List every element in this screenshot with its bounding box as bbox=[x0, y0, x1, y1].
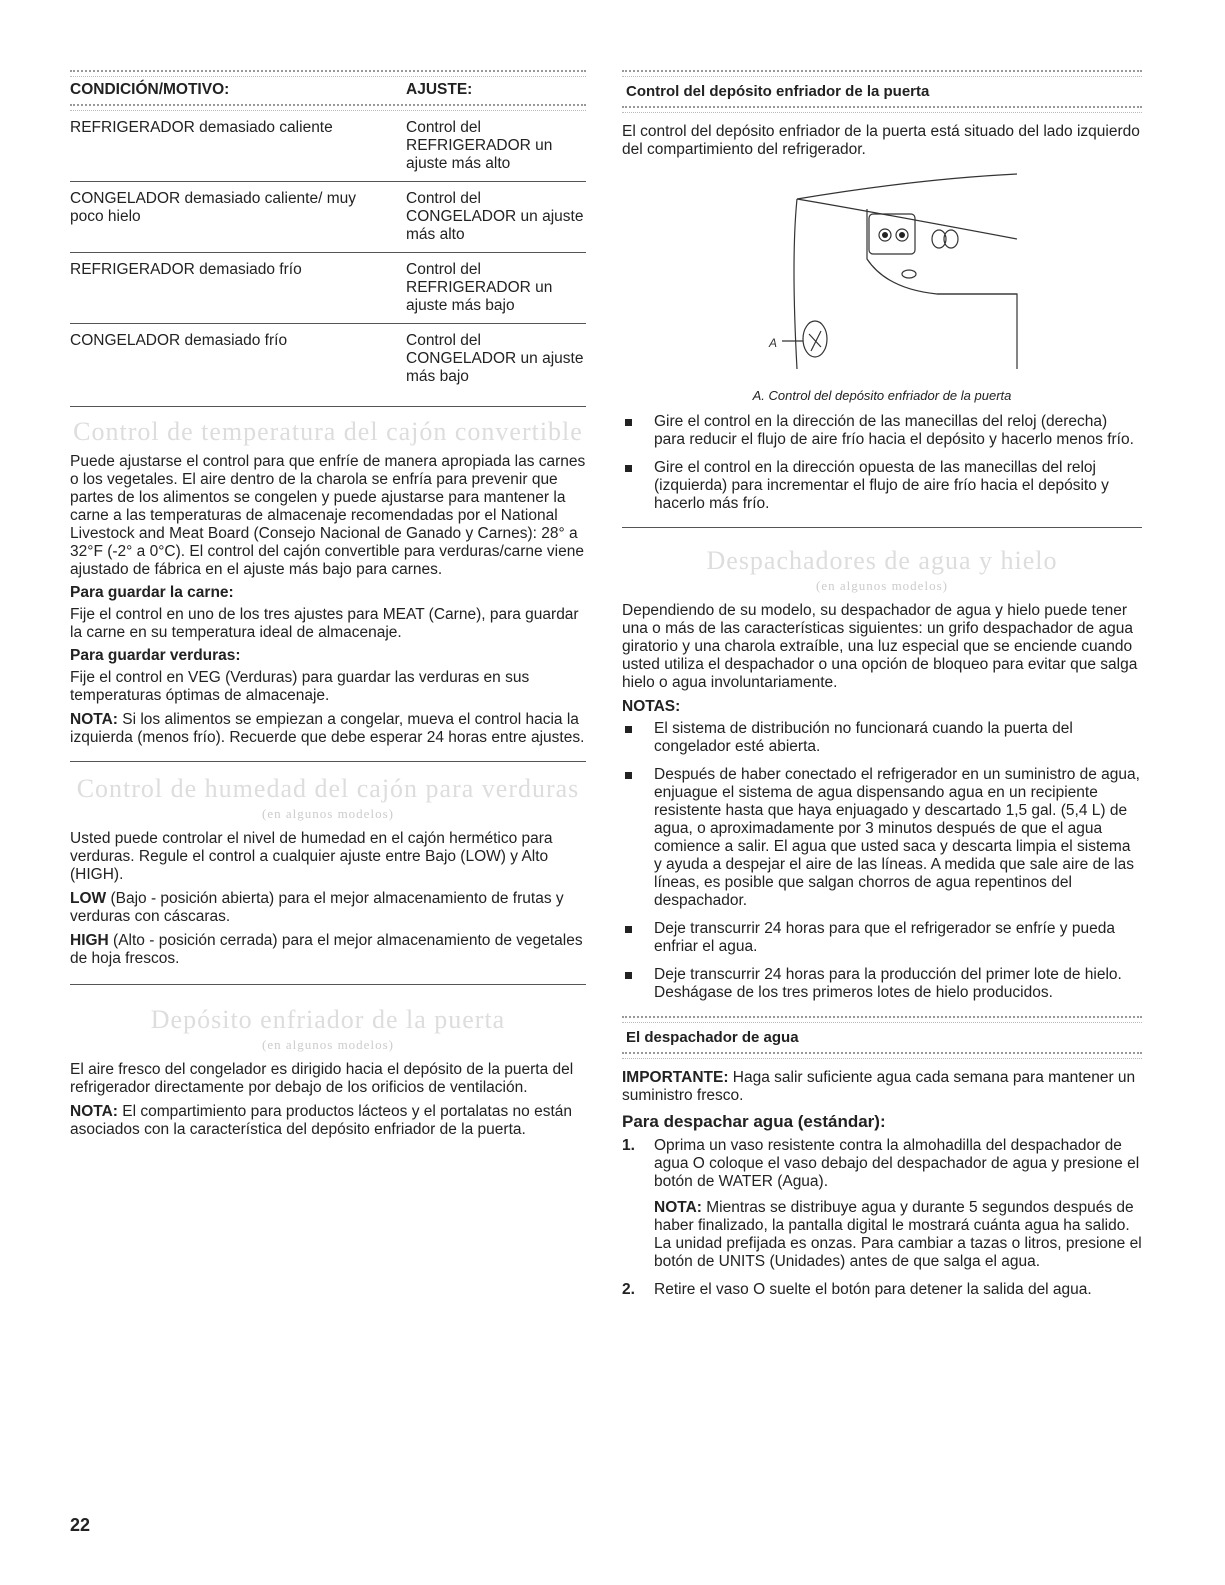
door-bin-section bbox=[70, 984, 586, 1139]
list-item bbox=[622, 766, 1142, 910]
dotted-rule bbox=[70, 104, 586, 111]
list-item bbox=[622, 459, 1142, 513]
water-heading: El despachador de agua bbox=[626, 1029, 799, 1046]
section-subtitle: (en algunos modelos) bbox=[262, 1037, 394, 1052]
left-column bbox=[70, 70, 586, 1139]
bullet-text: Después de haber conectado el refrigerador en un suministro de agua, enjuague el sistema de agua dispensando agua en un recipiente resistente hasta que haya enjuagado y descartado 1,5 gal. (5,4 L) de agua, o aproximadamente por 3 minutos después de que el agua comience a salir. El agua que usted saca y descarta limpia el sistema y ayuda a despejar el aire de las líneas. A medida que sale aire de las líneas, es posible que salgan chorros de agua repentinos del despachador. bbox=[654, 766, 1140, 909]
dotted-rule bbox=[622, 1052, 1142, 1059]
section-title: Despachadores de agua y hielo bbox=[706, 546, 1058, 575]
note bbox=[70, 711, 586, 747]
note bbox=[70, 1103, 586, 1139]
notes-heading: NOTAS: bbox=[622, 698, 681, 715]
list-item bbox=[622, 720, 1142, 756]
step-item bbox=[622, 1137, 1142, 1271]
water-section bbox=[622, 1016, 1142, 1299]
section-subtitle: (en algunos modelos) bbox=[816, 578, 948, 593]
header-condition: CONDICIÓN/MOTIVO: bbox=[70, 81, 230, 98]
door-control-figure bbox=[622, 169, 1142, 384]
table-row bbox=[70, 182, 586, 253]
step-item bbox=[622, 1281, 1142, 1299]
bullet-text: Gire el control en la dirección de las manecillas del reloj (derecha) para reducir el flujo de aire frío hacia el depósito y hacerlo menos frío. bbox=[654, 413, 1134, 448]
note-label: NOTA: bbox=[70, 711, 118, 728]
list-item bbox=[622, 966, 1142, 1002]
row-adjust: Control del REFRIGERADOR un ajuste más alto bbox=[406, 119, 553, 172]
table-row bbox=[70, 111, 586, 182]
step-text: Oprima un vaso resistente contra la almohadilla del despachador de agua O coloque el vaso debajo del despachador de agua y presione el botón de WATER (Agua). bbox=[654, 1137, 1140, 1190]
dotted-rule bbox=[622, 1016, 1142, 1023]
paragraph: El control del depósito enfriador de la puerta está situado del lado izquierdo del compartimiento del refrigerador. bbox=[622, 123, 1140, 158]
section-title: Control de humedad del cajón para verduras bbox=[76, 774, 580, 803]
paragraph: Dependiendo de su modelo, su despachador de agua y hielo puede tener una o más de las características siguientes: un grifo despachador de agua giratorio y una charola extraíble, una luz especial que se enciende cuando usted utiliza el despachador o una opción de bloqueo para evitar que salga hielo o agua involuntariamente. bbox=[622, 602, 1138, 691]
step-text: Retire el vaso O suelte el botón para detener la salida del agua. bbox=[654, 1281, 1092, 1298]
note-label: NOTA: bbox=[70, 1103, 118, 1120]
low-label: LOW bbox=[70, 890, 107, 907]
bullet-icon bbox=[622, 459, 654, 513]
section-title: Depósito enfriador de la puerta bbox=[150, 1005, 506, 1034]
important-paragraph bbox=[622, 1069, 1142, 1105]
low-paragraph bbox=[70, 890, 586, 926]
dotted-rule bbox=[622, 106, 1142, 113]
high-text: (Alto - posición cerrada) para el mejor almacenamiento de vegetales de hoja frescos. bbox=[70, 932, 583, 967]
dotted-rule bbox=[70, 70, 586, 77]
bullet-icon bbox=[622, 966, 654, 1002]
row-adjust: Control del CONGELADOR un ajuste más alto bbox=[406, 190, 584, 243]
section-subtitle: (en algunos modelos) bbox=[262, 806, 394, 821]
bullet-text: Deje transcurrir 24 horas para que el refrigerador se enfríe y pueda enfriar el agua. bbox=[654, 920, 1115, 955]
note-text: Mientras se distribuye agua y durante 5 segundos después de haber finalizado, la pantalla digital le mostrará cuánta agua ha salido. La unidad prefijada es onzas. Para cambiar a tazas o litros, presione el botón de UNITS (Unidades) antes de que salga el agua. bbox=[654, 1199, 1142, 1270]
paragraph: Puede ajustarse el control para que enfríe de manera apropiada las carnes o los vegetales. El aire dentro de la charola se enfría para prevenir que partes de los alimentos se congelen y puede ajustarse para mantener la carne a las temperaturas de almacenaje recomendadas por el National Livestock and Meat Board (Consejo Nacional de Ganado y Carnes): 28° a 32°F (-2° a 0°C). El control del cajón convertible para verduras/carne viene ajustado de fábrica en el ajuste más bajo para carnes. bbox=[70, 453, 586, 578]
bullet-text: Gire el control en la dirección opuesta de las manecillas del reloj (izquierda) para incrementar el flujo de aire frío hacia el depósito y hacerlo más frío. bbox=[654, 459, 1109, 512]
header-adjust: AJUSTE: bbox=[406, 81, 473, 98]
paragraph: El aire fresco del congelador es dirigido hacia el depósito de la puerta del refrigerador directamente por debajo de los orificios de ventilación. bbox=[70, 1061, 574, 1096]
dotted-rule bbox=[622, 70, 1142, 77]
paragraph: Fije el control en uno de los tres ajustes para MEAT (Carne), para guardar la carne en su temperatura ideal de almacenaje. bbox=[70, 606, 579, 641]
row-condition: REFRIGERADOR demasiado caliente bbox=[70, 119, 333, 136]
convertible-section bbox=[70, 407, 586, 747]
row-adjust: Control del CONGELADOR un ajuste más bajo bbox=[406, 332, 584, 385]
paragraph: Fije el control en VEG (Verduras) para guardar las verduras en sus temperaturas óptimas de almacenaje. bbox=[70, 669, 530, 704]
important-label: IMPORTANTE: bbox=[622, 1069, 729, 1086]
veg-heading: Para guardar verduras: bbox=[70, 647, 241, 664]
figure-caption: A. Control del depósito enfriador de la puerta bbox=[752, 388, 1012, 403]
bullet-text: Deje transcurrir 24 horas para la producción del primer lote de hielo. Deshágase de los tres primeros lotes de hielo producidos. bbox=[654, 966, 1122, 1001]
low-text: (Bajo - posición abierta) para el mejor almacenamiento de frutas y verduras con cáscaras. bbox=[70, 890, 564, 925]
list-item bbox=[622, 920, 1142, 956]
note-text: El compartimiento para productos lácteos y el portalatas no están asociados con la característica del depósito enfriador de la puerta. bbox=[70, 1103, 572, 1138]
meat-heading: Para guardar la carne: bbox=[70, 584, 234, 601]
right-column bbox=[622, 70, 1142, 1299]
step-note bbox=[654, 1199, 1142, 1271]
table-header bbox=[70, 77, 586, 104]
high-paragraph bbox=[70, 932, 586, 968]
high-label: HIGH bbox=[70, 932, 109, 949]
page-number: 22 bbox=[70, 1515, 91, 1535]
note-label: NOTA: bbox=[654, 1199, 702, 1216]
step-number: 1. bbox=[622, 1137, 635, 1154]
bullet-icon bbox=[622, 920, 654, 956]
table-row bbox=[70, 253, 586, 324]
step-number: 2. bbox=[622, 1281, 635, 1298]
bullet-text: El sistema de distribución no funcionará cuando la puerta del congelador esté abierta. bbox=[654, 720, 1073, 755]
row-condition: CONGELADOR demasiado caliente/ muy poco hielo bbox=[70, 190, 357, 225]
table-row bbox=[70, 324, 586, 407]
door-control-heading: Control del depósito enfriador de la puerta bbox=[626, 83, 930, 100]
std-heading: Para despachar agua (estándar): bbox=[622, 1112, 886, 1131]
bullet-icon bbox=[622, 413, 654, 449]
dispensers-section bbox=[622, 527, 1142, 1002]
list-item bbox=[622, 413, 1142, 449]
humidity-section bbox=[70, 761, 586, 968]
note-text: Si los alimentos se empiezan a congelar, mueva el control hacia la izquierda (menos frío). Recuerde que debe esperar 24 horas entre ajustes. bbox=[70, 711, 585, 746]
row-condition: REFRIGERADOR demasiado frío bbox=[70, 261, 302, 278]
important-text: Haga salir suficiente agua cada semana para mantener un suministro fresco. bbox=[622, 1069, 1136, 1104]
section-title: Control de temperatura del cajón convertible bbox=[73, 417, 583, 446]
figure-label: A bbox=[769, 336, 778, 350]
bullet-icon bbox=[622, 766, 654, 910]
door-bin-illustration bbox=[737, 169, 1027, 379]
row-condition: CONGELADOR demasiado frío bbox=[70, 332, 288, 349]
row-adjust: Control del REFRIGERADOR un ajuste más bajo bbox=[406, 261, 553, 314]
bullet-icon bbox=[622, 720, 654, 756]
paragraph: Usted puede controlar el nivel de humedad en el cajón hermético para verduras. Regule el control a cualquier ajuste entre Bajo (LOW) y Alto (HIGH). bbox=[70, 830, 553, 883]
